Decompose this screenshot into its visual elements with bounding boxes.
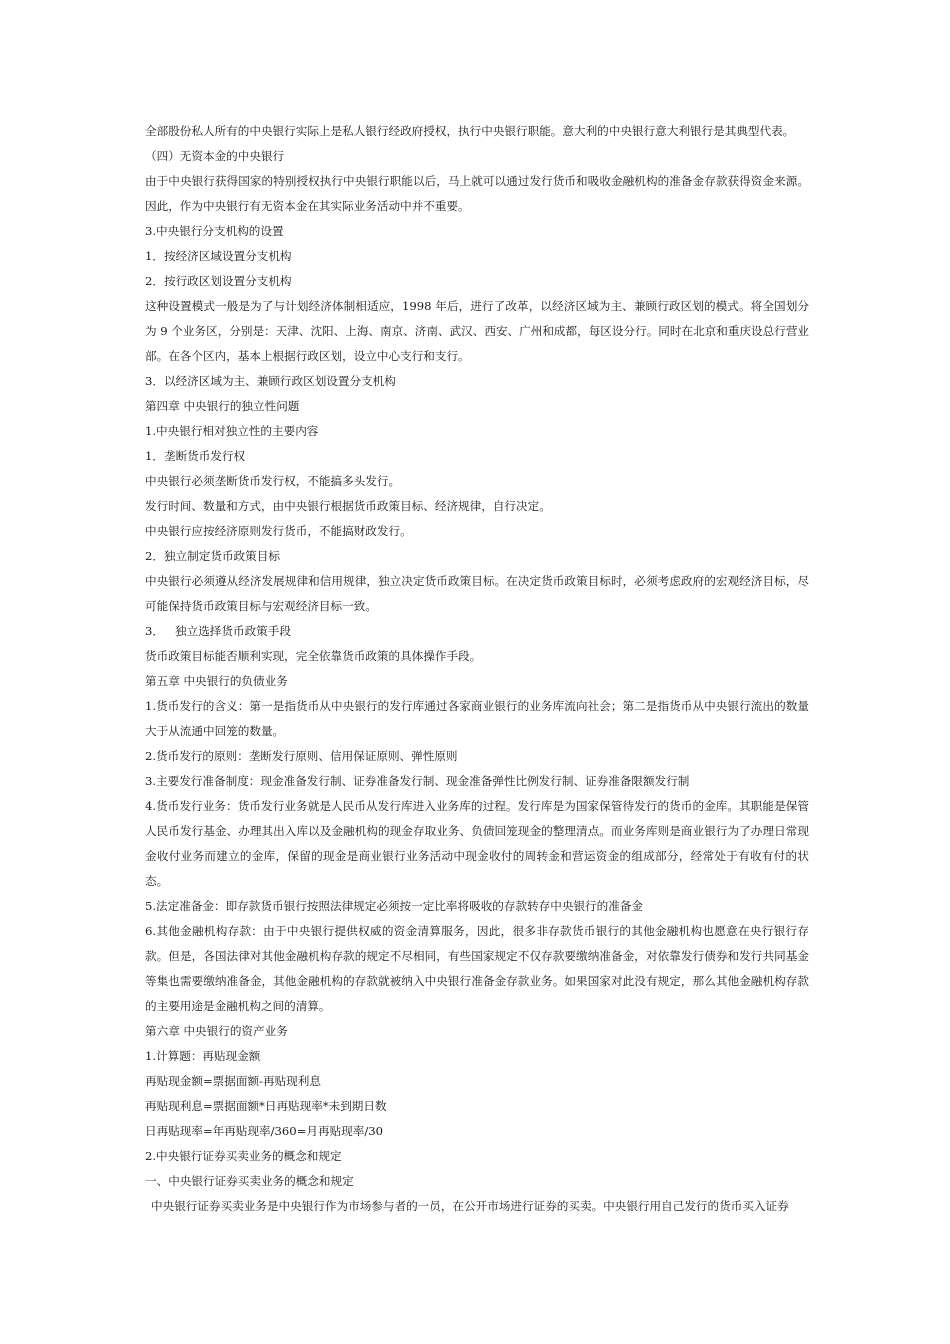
list-item: 2．独立制定货币政策目标 [145, 549, 280, 563]
paragraph: 3.主要发行准备制度：现金准备发行制、证券准备发行制、现金准备弹性比例发行制、证券准备限额发行制 [145, 774, 690, 788]
chapter-heading: 第六章 中央银行的资产业务 [145, 1024, 288, 1038]
chapter-heading: 第四章 中央银行的独立性问题 [145, 399, 300, 413]
section-heading: 1.计算题：再贴现金额 [145, 1049, 261, 1063]
list-item: 3． 独立选择货币政策手段 [145, 624, 291, 638]
list-item: 1．垄断货币发行权 [145, 449, 246, 463]
chapter-heading: 第五章 中央银行的负债业务 [145, 674, 288, 688]
paragraph: 发行时间、数量和方式，由中央银行根据货币政策目标、经济规律，自行决定。 [145, 499, 551, 513]
paragraph: 2.货币发行的原则：垄断发行原则、信用保证原则、弹性原则 [145, 749, 458, 763]
formula-line: 再贴现金额=票据面额-再贴现利息 [145, 1074, 321, 1088]
paragraph: 中央银行必须垄断货币发行权，不能搞多头发行。 [145, 474, 401, 488]
paragraph: 6.其他金融机构存款：由于中央银行提供权威的资金清算服务，因此，很多非存款货币银行的其他金融机构也愿意在央行银行存款。但是，各国法律对其他金融机构存款的规定不尽相同，有些国家规定不仅存款要缴纳准备金，对依靠发行债券和发行共同基金等集也需要缴纳准备金，其他金融机构的存款就被纳入中央银行准备金存款业务。如果国家对此没有规定，那么其他金融机构存款的主要用途是金融机构之间的清算。 [145, 924, 809, 1013]
paragraph: 由于中央银行获得国家的特别授权执行中央银行职能以后，马上就可以通过发行货币和吸收金融机构的准备金存款获得资金来源。因此，作为中央银行有无资本金在其实际业务活动中并不重要。 [145, 174, 809, 213]
paragraph: 1.货币发行的含义：第一是指货币从中央银行的发行库通过各家商业银行的业务库流向社会；第二是指货币从中央银行流出的数量大于从流通中回笼的数量。 [145, 699, 809, 738]
paragraph: 这种设置模式一般是为了与计划经济体制相适应，1998 年后，进行了改革，以经济区域为主、兼顾行政区划的模式。将全国划分为 9 个业务区，分别是：天津、沈阳、上海、南京、济南、武汉、西安、广州和成都，每区设分行。同时在北京和重庆设总行营业部。在各个区内，基本上根据行政区划，设立中心支行和支行。 [145, 299, 810, 363]
paragraph: 4.货币发行业务：货币发行业务就是人民币从发行库进入业务库的过程。发行库是为国家保管待发行的货币的金库。其职能是保管人民币发行基金、办理其出入库以及金融机构的现金存取业务、负债回笼现金的整理清点。而业务库则是商业银行为了办理日常现金收付业务而建立的金库，保留的现金是商业银行业务活动中现金收付的周转金和营运资金的组成部分，经常处于有收有付的状态。 [145, 799, 809, 888]
list-item: 1．按经济区域设置分支机构 [145, 249, 292, 263]
paragraph: 货币政策目标能否顺利实现，完全依靠货币政策的具体操作手段。 [145, 649, 482, 663]
document-body [145, 119, 809, 1219]
section-heading: （四）无资本金的中央银行 [145, 149, 285, 163]
list-item: 3．以经济区域为主、兼顾行政区划设置分支机构 [145, 374, 396, 388]
section-heading: 2.中央银行证券买卖业务的概念和规定 [145, 1149, 342, 1163]
paragraph: 5.法定准备金：即存款货币银行按照法律规定必须按一定比率将吸收的存款转存中央银行的准备金 [145, 899, 644, 913]
paragraph: 中央银行应按经济原则发行货币，不能搞财政发行。 [145, 524, 412, 538]
section-heading: 一、中央银行证券买卖业务的概念和规定 [145, 1174, 354, 1188]
paragraph: 中央银行必须遵从经济发展规律和信用规律，独立决定货币政策目标。在决定货币政策目标时，必须考虑政府的宏观经济目标，尽可能保持货币政策目标与宏观经济目标一致。 [145, 574, 809, 613]
formula-line: 日再贴现率=年再贴现率/360=月再贴现率/30 [145, 1124, 384, 1138]
formula-line: 再贴现利息=票据面额*日再贴现率*未到期日数 [145, 1099, 387, 1113]
list-item: 2．按行政区划设置分支机构 [145, 274, 292, 288]
section-heading: 1.中央银行相对独立性的主要内容 [145, 424, 319, 438]
section-heading: 3.中央银行分支机构的设置 [145, 224, 284, 238]
paragraph: 全部股份私人所有的中央银行实际上是私人银行经政府授权，执行中央银行职能。意大利的中央银行意大利银行是其典型代表。 [145, 124, 795, 138]
paragraph: 中央银行证券买卖业务是中央银行作为市场参与者的一员，在公开市场进行证券的买卖。中央银行用自己发行的货币买入证券 [151, 1199, 789, 1213]
